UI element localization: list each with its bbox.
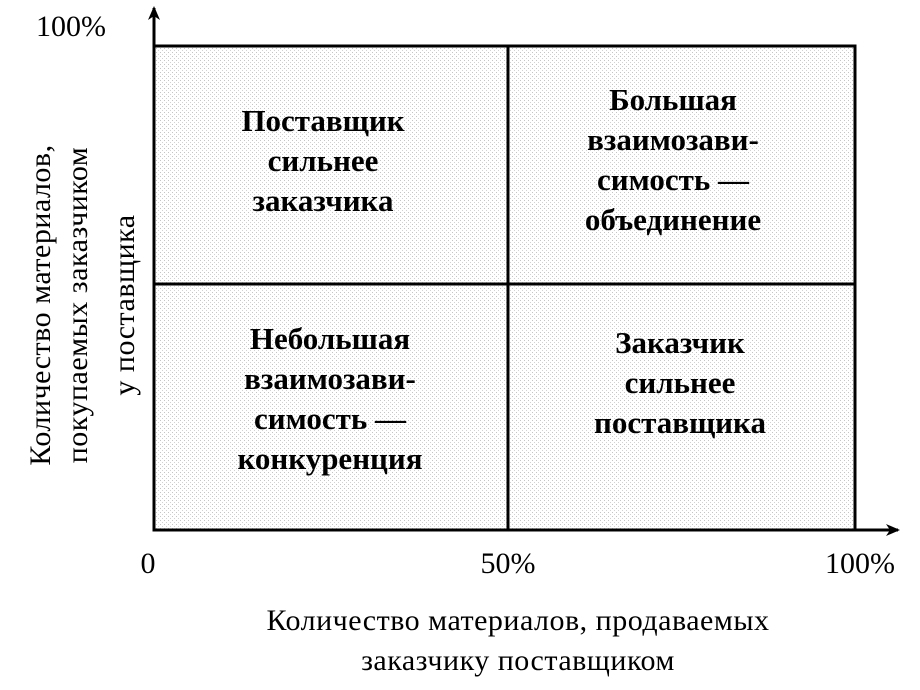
quadrant-top-right-line: Большая — [609, 82, 737, 117]
quadrant-bottom-left-line: симость — — [254, 401, 406, 436]
x-tick-label-0: 0 — [140, 547, 156, 580]
y-axis-title — [24, 144, 141, 465]
x-axis-title-line: заказчику поставщиком — [361, 644, 675, 677]
quadrant-top-left-line: Поставщик — [241, 103, 405, 138]
y-axis-title-line: у поставщика — [108, 214, 141, 396]
y-axis-title-line: Количество материалов, — [24, 144, 57, 466]
quadrant-top-left-line: сильнее — [267, 143, 379, 178]
quadrant-top-left-line: заказчика — [252, 183, 394, 218]
quadrant-top-right-line: взаимозави- — [587, 122, 759, 157]
quadrant-bottom-left-line: взаимозави- — [244, 361, 416, 396]
quadrant-bottom-right-line: сильнее — [624, 365, 736, 400]
quadrant-bottom-left-line: Небольшая — [249, 321, 411, 356]
quadrant-bottom-right-line: поставщика — [594, 405, 766, 440]
quadrant-top-right-line: объединение — [584, 202, 762, 237]
quadrant-bottom-right-line: Заказчик — [615, 325, 745, 360]
quadrant-bottom-left-line: конкуренция — [237, 441, 423, 476]
x-tick-label-50: 50% — [480, 547, 536, 580]
x-axis-title-line: Количество материалов, продаваемых — [266, 604, 770, 637]
y-axis-title-line: покупаемых заказчиком — [61, 146, 94, 464]
y-axis-top-label: 100% — [36, 10, 106, 43]
x-tick-label-100: 100% — [825, 547, 895, 580]
quadrant-top-right-line: симость — — [597, 162, 749, 197]
